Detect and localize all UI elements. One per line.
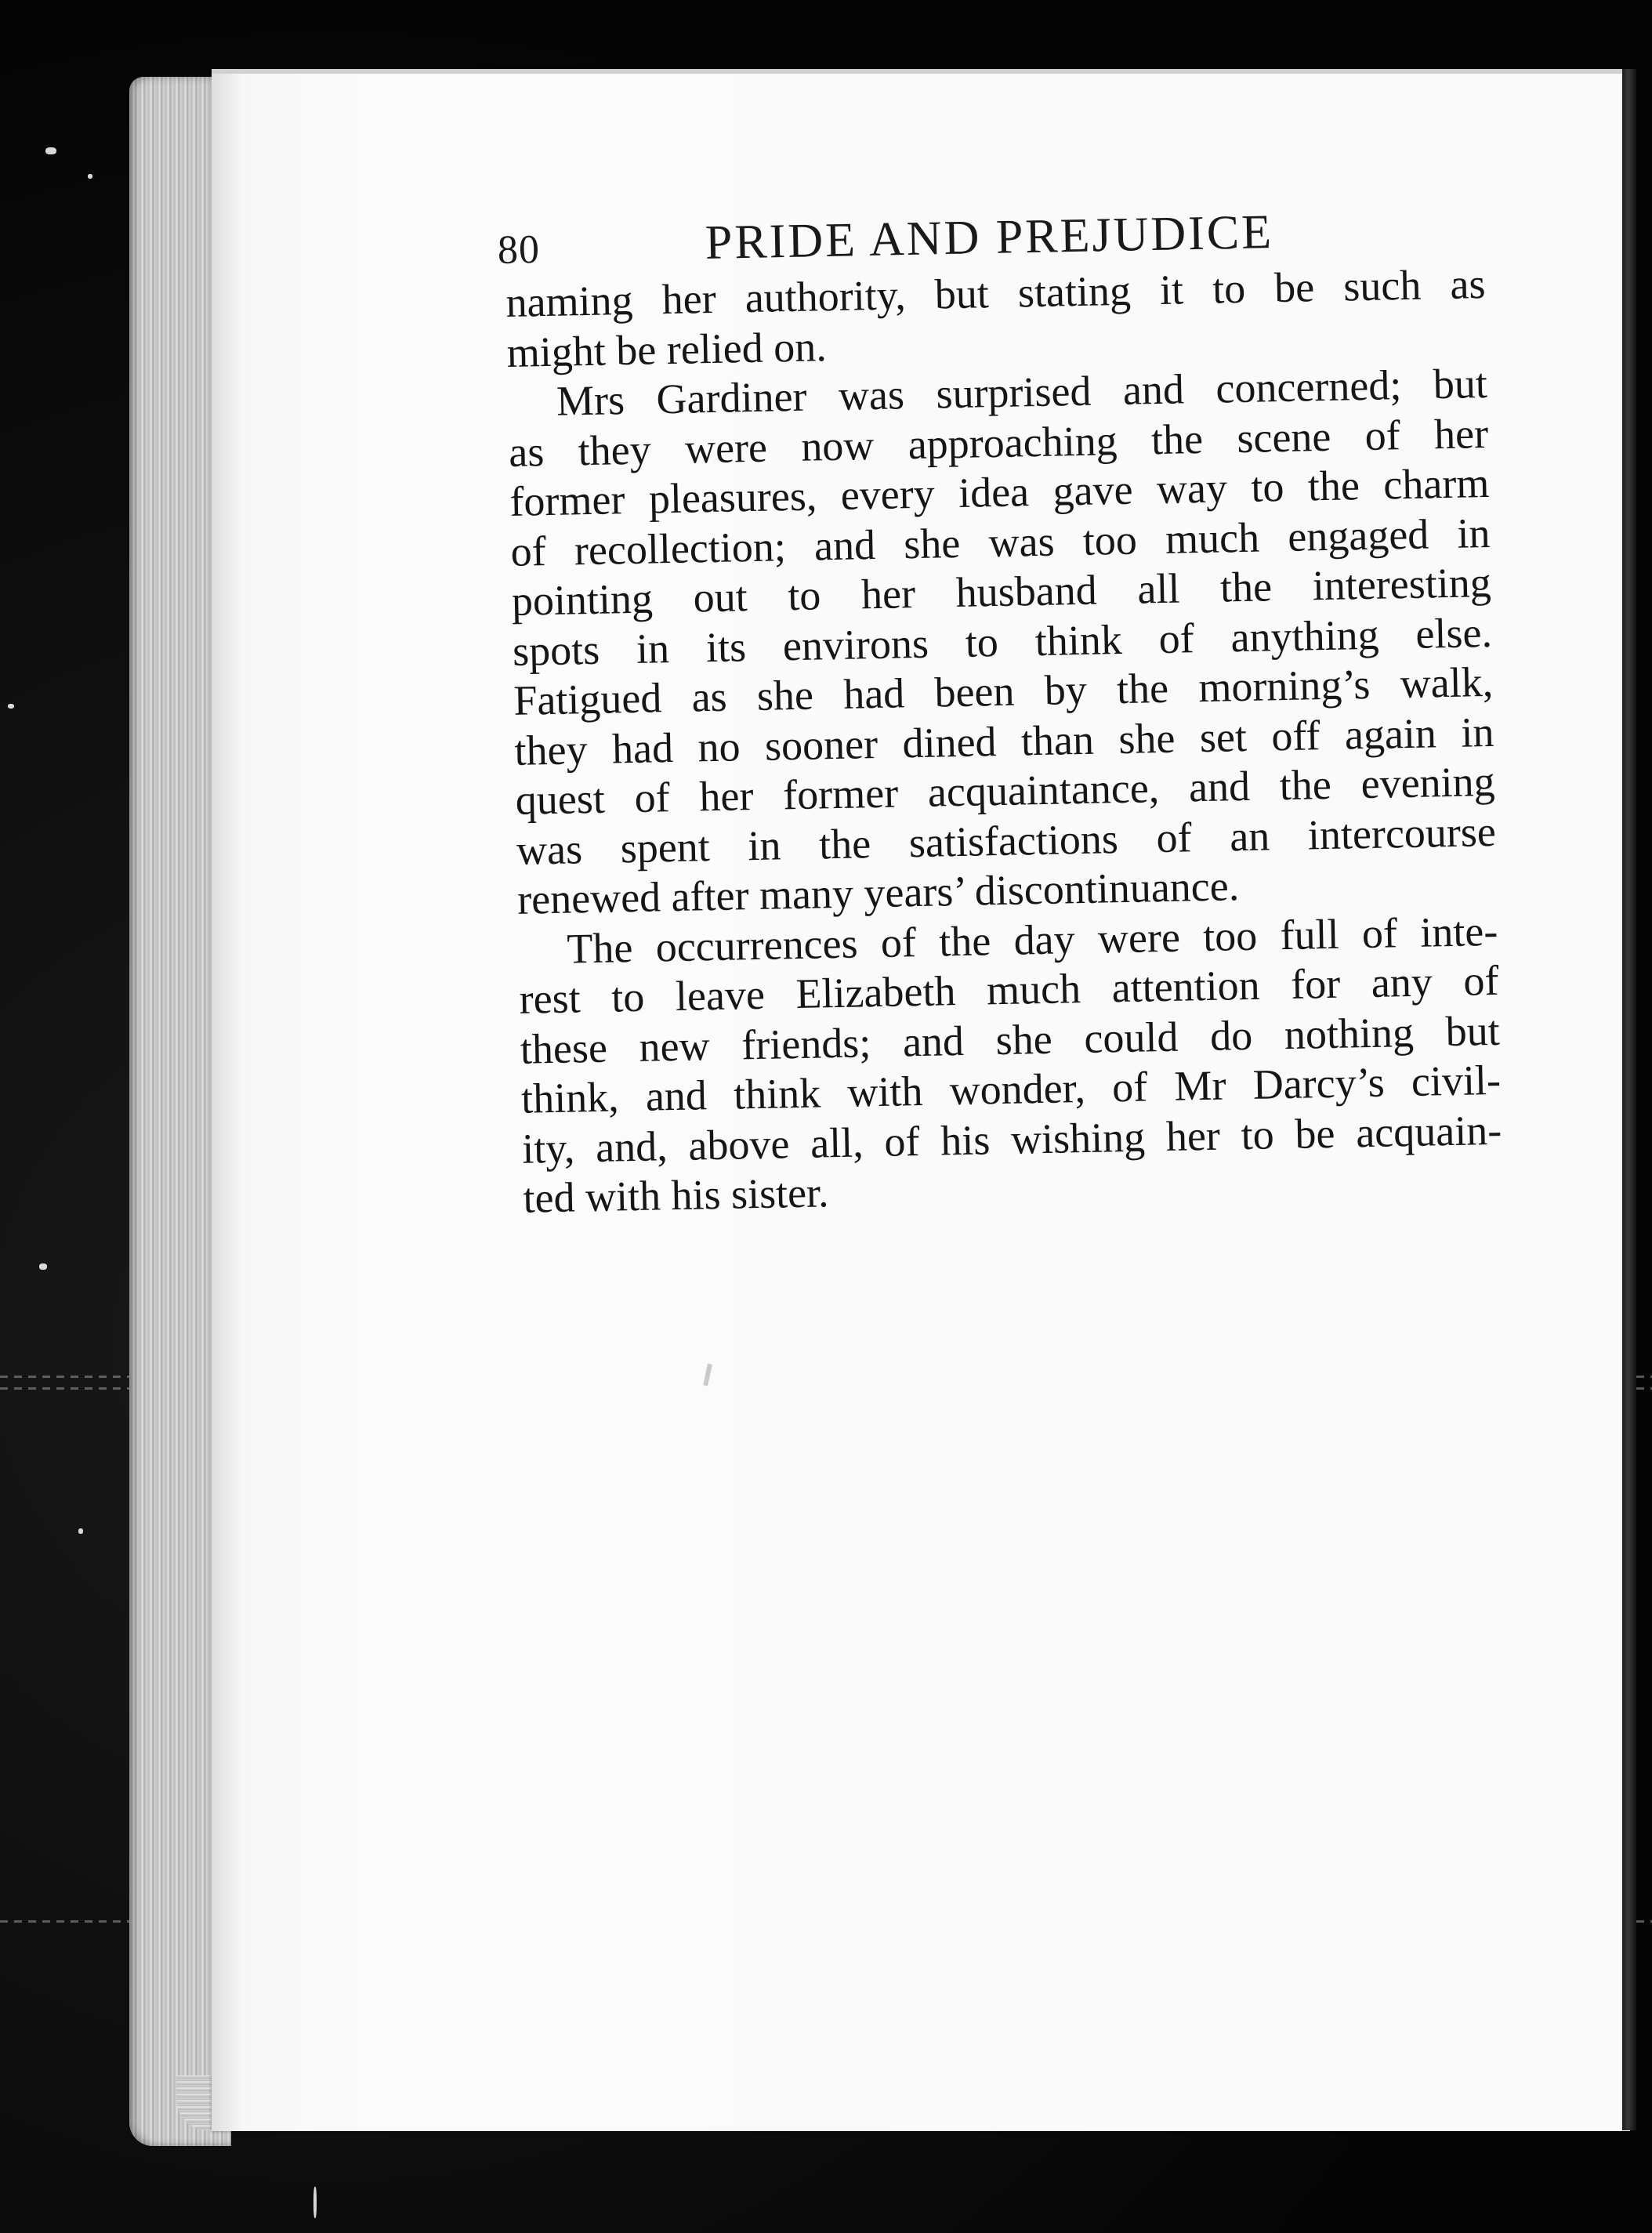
dust-speck bbox=[45, 147, 56, 154]
running-title: PRIDE AND PREJUDICE bbox=[705, 205, 1274, 270]
text-line: these new friends; and she could do nothing but bbox=[520, 1006, 1501, 1073]
text-line: renewed after many years’ discontinuance. bbox=[516, 862, 1240, 923]
text-line: Fatigued as she had been by the morning’s walk, bbox=[513, 658, 1494, 724]
text-line: as they were now approaching the scene of her bbox=[508, 409, 1489, 476]
dust-speck bbox=[39, 1263, 47, 1270]
dust-speck bbox=[78, 1528, 83, 1534]
text-line: of recollection; and she was too much engaged in bbox=[510, 509, 1491, 575]
text-line: naming her authority, but stating it to be such as bbox=[505, 260, 1486, 326]
dust-speck bbox=[313, 2187, 317, 2218]
text-line: think, and think with wonder, of Mr Darcy’s civil- bbox=[520, 1056, 1502, 1122]
text-line: might be relied on. bbox=[506, 322, 828, 376]
dust-speck bbox=[8, 704, 14, 709]
text-line: was spent in the satisfactions of an intercourse bbox=[516, 807, 1497, 874]
page-number: 80 bbox=[497, 227, 541, 273]
facing-page-gutter bbox=[1622, 69, 1636, 2130]
text-line: they had no sooner dined than she set off again in bbox=[513, 708, 1494, 774]
text-line: former pleasures, every idea gave way to the charm bbox=[509, 459, 1490, 525]
body-text bbox=[505, 259, 1503, 1223]
text-line: Mrs Gardiner was surprised and concerned; but bbox=[556, 359, 1488, 425]
text-line: ted with his sister. bbox=[522, 1169, 830, 1222]
text-line: The occurrences of the day were too full of inte- bbox=[566, 907, 1498, 973]
text-line: quest of her former acquaintance, and the evening bbox=[515, 757, 1496, 824]
text-line: ity, and, above all, of his wishing her to be acquain- bbox=[521, 1106, 1502, 1173]
text-line: spots in its environs to think of anything else. bbox=[512, 608, 1493, 675]
dust-speck bbox=[88, 174, 92, 179]
text-line: pointing out to her husband all the interesting bbox=[511, 558, 1492, 625]
text-line: rest to leave Elizabeth much attention for any of bbox=[519, 956, 1500, 1023]
